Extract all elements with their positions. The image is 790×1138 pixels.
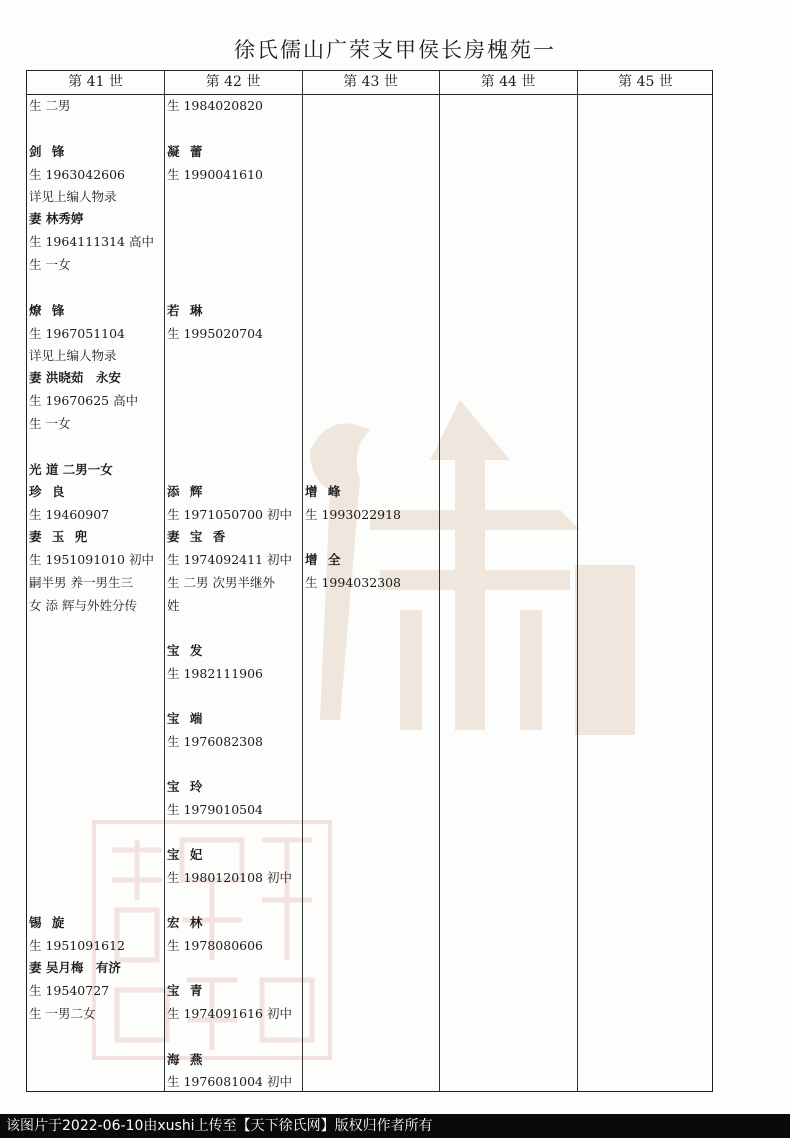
entry-line: 详见上编人物录	[29, 348, 117, 363]
spouse-line: 妻 玉 兜	[29, 529, 91, 544]
genealogy-table	[26, 70, 713, 1092]
table-header	[27, 71, 712, 95]
entry-line: 生 二男 次男半继外	[167, 575, 275, 590]
entry-line: 生 1951091010 初中	[29, 552, 154, 567]
person-name: 锡 旋	[29, 915, 68, 930]
person-name: 宝 青	[167, 983, 206, 998]
person-name: 凝 蕾	[167, 144, 206, 159]
person-name: 海 燕	[167, 1052, 206, 1067]
entry-line: 生 1967051104	[29, 326, 126, 341]
person-name: 宝 妃	[167, 847, 206, 862]
entry-line: 生 1990041610	[167, 167, 264, 182]
entry-line: 生 1964111314 高中	[29, 234, 154, 249]
entry-line: 姓	[167, 598, 180, 613]
person-name: 珍 良	[29, 484, 68, 499]
entry-line: 生 1974092411 初中	[167, 552, 292, 567]
person-name: 光 道 二男一女	[29, 462, 113, 477]
spouse-line: 妻 宝 香	[167, 529, 229, 544]
header-gen-43: 第 43 世	[343, 74, 398, 90]
header-gen-44: 第 44 世	[480, 74, 536, 90]
entry-line: 生 1976081004 初中	[167, 1074, 292, 1089]
entry-line: 生 1974091616 初中	[167, 1006, 292, 1021]
person-name: 燎 锋	[29, 303, 68, 318]
entry-line: 生 19670625 高中	[29, 393, 139, 408]
person-name: 添 辉	[167, 484, 206, 499]
entry-line: 生 一女	[29, 257, 71, 272]
upload-footer: 该图片于2022-06-10由xushi上传至【天下徐氏网】版权归作者所有	[0, 1114, 790, 1138]
column-divider	[577, 71, 578, 1091]
column-divider	[302, 71, 303, 1091]
column-divider	[439, 71, 440, 1091]
entry-line: 生 1951091612	[29, 938, 126, 953]
entry-line: 生 1982111906	[167, 666, 264, 681]
entry-line: 生 1984020820	[167, 98, 264, 113]
entry-line: 生 1963042606	[29, 167, 126, 182]
entry-line: 生 1979010504	[167, 802, 264, 817]
entry-line: 生 一男二女	[29, 1006, 96, 1021]
header-gen-41: 第 41 世	[68, 74, 123, 90]
column-divider	[164, 71, 165, 1091]
person-name: 增 峰	[305, 484, 344, 499]
entry-line: 生 1980120108 初中	[167, 870, 292, 885]
person-name: 剑 锋	[29, 144, 68, 159]
spouse-line: 妻 林秀婷	[29, 211, 84, 226]
spouse-line: 妻 洪晓茹 永安	[29, 370, 121, 385]
entry-line: 嗣半男 养一男生三	[29, 575, 133, 590]
entry-line: 详见上编人物录	[29, 189, 117, 204]
page-title: 徐氏儒山广荣支甲侯长房槐苑一	[234, 38, 556, 62]
person-name: 增 全	[305, 552, 344, 567]
person-name: 若 琳	[167, 303, 206, 318]
header-gen-45: 第 45 世	[618, 74, 673, 90]
person-name: 宝 玲	[167, 779, 206, 794]
person-name: 宝 发	[167, 643, 206, 658]
entry-line: 生 一女	[29, 416, 71, 431]
header-gen-42: 第 42 世	[205, 74, 261, 90]
entry-line: 生 1993022918	[305, 507, 402, 522]
entry-line: 女 添 辉与外姓分传	[29, 598, 137, 613]
entry-line: 生 19460907	[29, 507, 110, 522]
entry-line: 生 二男	[29, 98, 71, 113]
person-name: 宝 端	[167, 711, 206, 726]
entry-line: 生 1994032308	[305, 575, 402, 590]
entry-line: 生 1971050700 初中	[167, 507, 292, 522]
entry-line: 生 19540727	[29, 983, 110, 998]
entry-line: 生 1978080606	[167, 938, 264, 953]
entry-line: 生 1976082308	[167, 734, 264, 749]
person-name: 宏 林	[167, 915, 206, 930]
entry-line: 生 1995020704	[167, 326, 264, 341]
spouse-line: 妻 吴月梅 有济	[29, 960, 121, 975]
